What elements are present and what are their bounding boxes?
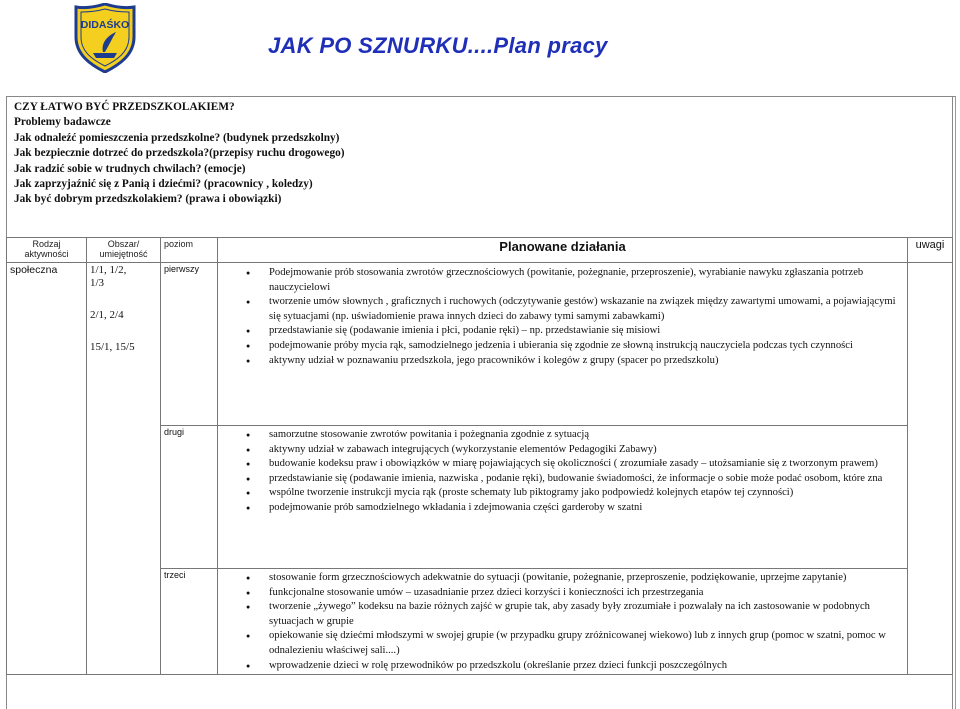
area-code: 15/1, 15/5 — [90, 341, 135, 353]
column-header-rodzaj: Rodzaj aktywności — [7, 238, 87, 263]
table-row-level-1 — [7, 263, 953, 426]
action-item: ● wspólne tworzenie instrukcji mycia rąk (proste schematy lub piktogramy jako podpowiedź kolejnych etapów tej czynności) — [269, 486, 904, 501]
area-code: 2/1, 2/4 — [90, 309, 124, 321]
page-title: JAK PO SZNURKU....Plan pracy — [268, 33, 608, 58]
level-cell-2: drugi — [161, 426, 218, 569]
area-cell — [87, 263, 161, 675]
logo-text: DIDAŚKO — [80, 19, 130, 31]
document-scan — [6, 96, 956, 709]
header-line: Problemy badawcze — [14, 116, 111, 129]
actions-list-1 — [221, 264, 904, 368]
actions-list-3 — [221, 570, 904, 673]
action-item: ● podejmowanie próby mycia rąk, samodzielnego jedzenia i ubierania się zgodnie ze słowną instrukcją nauczyciela podczas tych czynności — [269, 339, 904, 354]
actions-cell-2 — [218, 426, 908, 569]
didasko-logo — [74, 3, 136, 73]
column-header-obszar: Obszar/ umiejętność — [87, 238, 161, 263]
header-line: Jak radzić sobie w trudnych chwilach? (emocje) — [14, 162, 246, 175]
column-header-uwagi: uwagi — [908, 238, 953, 263]
page-border-right-outer — [955, 96, 956, 709]
action-item: ● przedstawianie się (podawanie imienia, nazwiska , podanie ręki), budowanie świadomości, że informacje o sobie może podać osobom, które zna — [269, 472, 904, 487]
remarks-cell — [908, 263, 953, 675]
action-item: ● stosowanie form grzecznościowych adekwatnie do sytuacji (powitanie, pożegnanie, przeproszenie, podziękowanie, uprzejme zapytanie) — [269, 571, 904, 586]
activity-type-cell: społeczna — [7, 263, 87, 675]
plan-table — [6, 237, 953, 675]
action-item: ● aktywny udział w zabawach integrujących (wykorzystanie elementów Pedagogiki Zabawy) — [269, 443, 904, 458]
action-item: ● budowanie kodeksu praw i obowiązków w miarę pojawiających się okoliczności ( zrozumiałe zasady – utożsamianie się z tworzonym prawem) — [269, 457, 904, 472]
action-item: ● podejmowanie prób samodzielnego wkładania i zdejmowania części garderoby w szatni — [269, 501, 904, 516]
column-header-planowane: Planowane działania — [218, 238, 908, 263]
actions-cell-1 — [218, 263, 908, 426]
level-cell-3: trzeci — [161, 569, 218, 675]
header-line: Jak być dobrym przedszkolakiem? (prawa i obowiązki) — [14, 193, 282, 206]
action-item: ● wprowadzenie dzieci w rolę przewodników po przedszkolu (określanie przez dzieci funkcji poszczególnych — [269, 659, 904, 674]
table-header-row — [7, 238, 953, 263]
action-item: ● Podejmowanie prób stosowania zwrotów grzecznościowych (powitanie, pożegnanie, przeproszenie), wyrabianie nawyku zgłaszania potrzeb nauczycielowi — [269, 266, 904, 295]
action-item: ● przedstawianie się (podawanie imienia i płci, podanie ręki) – np. przedstawianie się misiowi — [269, 324, 904, 339]
area-code: 1/1, 1/2, — [90, 264, 127, 276]
research-problems-header — [14, 100, 345, 208]
header-line: CZY ŁATWO BYĆ PRZEDSZKOLAKIEM? — [14, 101, 235, 113]
shield-logo-icon — [74, 3, 136, 73]
actions-list-2 — [221, 427, 904, 516]
action-item: ● aktywny udział w poznawaniu przedszkola, jego pracowników i kolegów z grupy (spacer po przedszkolu) — [269, 354, 904, 369]
action-item: ● tworzenie „żywego” kodeksu na bazie różnych zajść w grupie tak, aby zasady były zrozumiałe i pozwalały na ich zastosowanie w podobnych sytuacjach w grupie — [269, 600, 904, 629]
column-header-poziom: poziom — [161, 238, 218, 263]
header-line: Jak zaprzyjaźnić się z Panią i dziećmi? (pracownicy , koledzy) — [14, 178, 313, 191]
area-code: 1/3 — [90, 277, 105, 289]
action-item: ● tworzenie umów słownych , graficznych i ruchowych (odczytywanie gestów) wskazanie na związek między zawartymi umowami, a pojawiającymi się sytuacjami (np. uświadomienie prawa innych dzieci do zabawy tymi samymi zabawkami) — [269, 295, 904, 324]
action-item: ● funkcjonalne stosowanie umów – uzasadnianie przez dzieci korzyści i konieczności ich przestrzegania — [269, 586, 904, 601]
page-border-top — [6, 96, 956, 97]
header-line: Jak bezpiecznie dotrzeć do przedszkola?(przepisy ruchu drogowego) — [14, 147, 345, 160]
actions-cell-3 — [218, 569, 908, 675]
header-line: Jak odnaleźć pomieszczenia przedszkolne? (budynek przedszkolny) — [14, 131, 340, 144]
action-item: ● opiekowanie się dziećmi młodszymi w swojej grupie (w przypadku grupy zróżnicowanej wiekowo) lub z innych grup (pomoc w szatni, pomoc w odnalezieniu właściwej sali....) — [269, 629, 904, 658]
level-cell-1: pierwszy — [161, 263, 218, 426]
action-item: ● samorzutne stosowanie zwrotów powitania i pożegnania zgodnie z sytuacją — [269, 428, 904, 443]
